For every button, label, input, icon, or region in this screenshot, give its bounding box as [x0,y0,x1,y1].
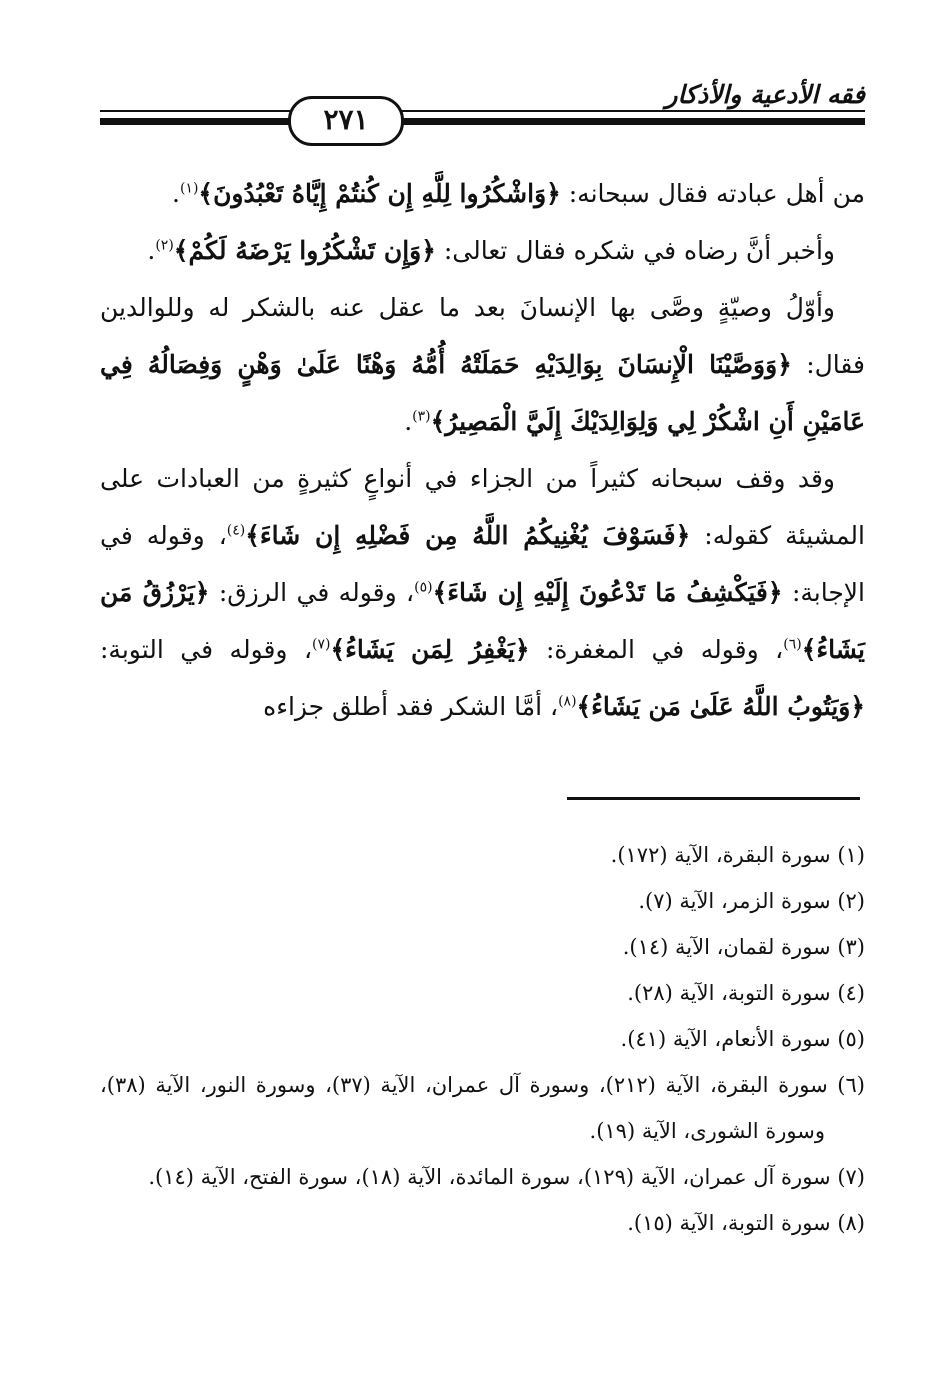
page-number: ٢٧١ [288,96,404,146]
quran-quote: ﴿وَوَصَّيْنَا الْإِنسَانَ بِوَالِدَيْهِ حَمَلَتْهُ أُمُّهُ وَهْنًا عَلَىٰ وَهْنٍ وَفِصَالُهُ فِي عَامَيْنِ أَنِ اشْكُرْ لِي وَلِوَالِدَيْكَ إِلَيَّ الْمَصِيرُ﴾ [100,350,865,436]
text-run: وأخبر أنَّ رضاه في شكره فقال تعالى: [435,236,835,265]
footnote-2: (٢) سورة الزمر، الآية (٧). [638,889,865,913]
paragraph-3 [100,279,865,450]
text-run: وأوّلُ وصيّةٍ وصَّى بها الإنسانَ بعد ما عقل عنه بالشكر له وللوالدين فقال: [100,293,866,379]
paragraph-4 [100,450,865,735]
text-run: . [172,179,180,208]
paragraph-2 [100,222,865,279]
quran-quote: ﴿فَيَكْشِفُ مَا تَدْعُونَ إِلَيْهِ إِن شَاءَ﴾ [432,578,783,607]
footnote-separator [567,797,860,800]
page-header [100,60,865,136]
footnote-marker[interactable]: (٢) [155,237,174,254]
text-run: وقد وقف سبحانه كثيراً من الجزاء في أنواعٍ كثيرةٍ من العبادات على المشيئة كقوله: [100,464,865,550]
text-run: . [404,407,413,436]
footnote-marker[interactable]: (٦) [783,636,802,653]
text-run: من أهل عبادته فقال سبحانه: [560,179,865,208]
text-run: . [147,236,156,265]
paragraph-1 [100,165,865,222]
body-text [100,165,865,735]
footnote-marker[interactable]: (٤) [226,522,246,539]
footnote-marker[interactable]: (١) [179,180,199,197]
footnote-6: (٦) سورة البقرة، الآية (٢١٢)، وسورة آل عمران، الآية (٣٧)، وسورة النور، الآية (٣٨)، وسورة الشورى، الآية (١٩). [100,1073,865,1143]
quran-quote: ﴿يَغْفِرُ لِمَن يَشَاءُ﴾ [330,635,530,664]
text-run: ، وقوله في المغفرة: [529,635,784,664]
text-run: ، أمَّا الشكر فقد أطلق جزاءه [263,692,559,721]
footnotes [100,832,865,1246]
footnote-marker[interactable]: (٣) [412,408,431,425]
footnote-7: (٧) سورة آل عمران، الآية (١٢٩)، سورة المائدة، الآية (١٨)، سورة الفتح، الآية (١٤). [148,1165,865,1189]
text-run: ، وقوله في التوبة: [100,635,313,664]
footnote-8: (٨) سورة التوبة، الآية (١٥). [627,1211,865,1235]
book-title: فقه الأدعية والأذكار [665,80,865,109]
quran-quote: ﴿وَإِن تَشْكُرُوا يَرْضَهُ لَكُمْ﴾ [173,236,436,265]
text-run: ، وقوله في الرزق: [209,578,415,607]
footnote-1: (١) سورة البقرة، الآية (١٧٢). [610,843,865,867]
quran-quote: ﴿فَسَوْفَ يُغْنِيكُمُ اللَّهُ مِن فَضْلِهِ إِن شَاءَ﴾ [245,521,691,550]
quran-quote: ﴿يَرْزُقُ مَن يَشَاءُ﴾ [100,578,865,664]
quran-quote: ﴿وَاشْكُرُوا لِلَّهِ إِن كُنتُمْ إِيَّاهُ تَعْبُدُونَ﴾ [198,179,561,208]
footnote-3: (٣) سورة لقمان، الآية (١٤). [622,935,865,959]
header-thin-rule [100,110,865,112]
quran-quote: ﴿وَيَتُوبُ اللَّهُ عَلَىٰ مَن يَشَاءُ﴾ [576,692,865,721]
footnote-5: (٥) سورة الأنعام، الآية (٤١). [620,1027,865,1051]
footnote-marker[interactable]: (٧) [312,636,331,653]
footnote-marker[interactable]: (٨) [558,693,577,710]
text-run: ، وقوله في الإجابة: [100,521,866,607]
header-thick-rule [100,118,865,125]
footnote-marker[interactable]: (٥) [414,579,433,596]
footnote-4: (٤) سورة التوبة، الآية (٢٨). [627,981,865,1005]
